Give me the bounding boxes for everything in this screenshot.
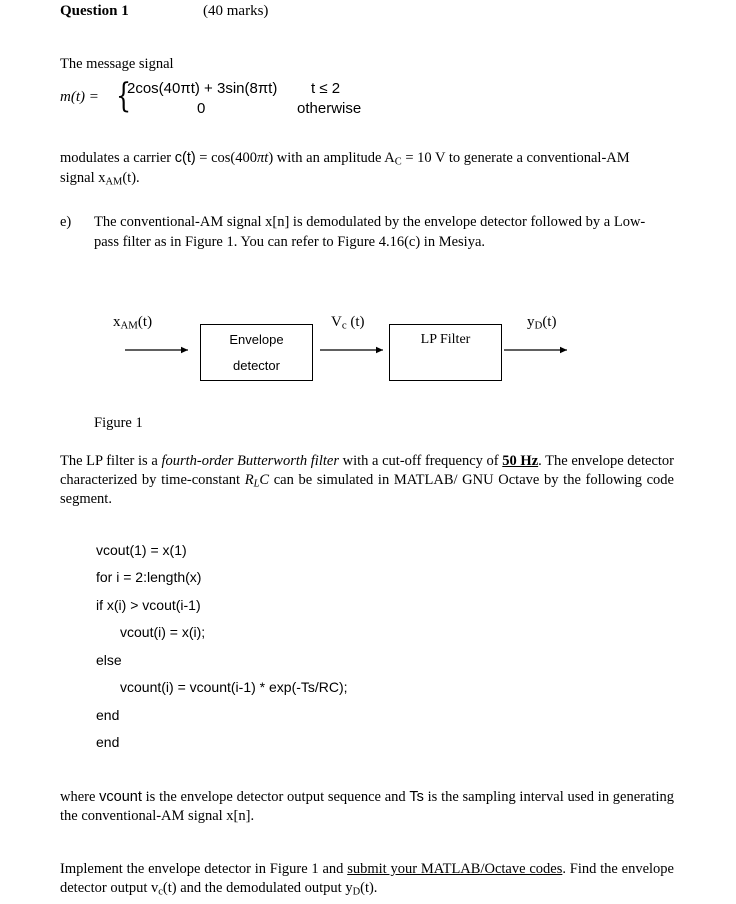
carrier-text: = cos(400 [195, 150, 258, 166]
part-e-line-2: pass filter as in Figure 1. You can refer to Figure 4.16(c) in Mesiya. [94, 234, 486, 250]
filter-paragraph: The LP filter is a fourth-order Butterworth filter with a cut-off frequency of 50 Hz. The envelope detector characterized by time-constant $R_LC$ can be simulated in MATLAB/ GNU Octave by the following code segment. [60, 453, 675, 507]
input-signal-label: $x_{AM}(t)$ [113, 314, 153, 332]
carrier-symbol: c(t) [174, 150, 196, 166]
envelope-detector-label-2: detector [233, 358, 280, 373]
figure-caption: Figure 1 [94, 415, 143, 431]
vc-signal-label: $V_c$ (t) [331, 314, 365, 332]
carrier-text: ) with an amplitude A [268, 150, 395, 166]
case1-condition: t ≤ 2 [311, 80, 341, 97]
part-e-line-1: The conventional-AM signal x[n] is demodulated by the envelope detector followed by a Low- [94, 214, 646, 230]
case1-expression: 2cos(40πt) + 3sin(8πt) [127, 80, 278, 97]
left-brace: { [116, 76, 132, 116]
case2-condition: otherwise [297, 100, 362, 117]
carrier-text: modulates a carrier [60, 150, 175, 166]
carrier-sub: AM [105, 176, 123, 188]
code-line: vcout(i) = x(i); [120, 624, 206, 640]
code-line: else [96, 652, 122, 668]
intro-text: The message signal [60, 56, 174, 72]
cutoff-frequency: 50 Hz [502, 453, 539, 469]
carrier-sub: C [394, 156, 402, 168]
where-paragraph: where vcount is the envelope detector output sequence and Ts is the sampling interval used in generating the conventional-AM signal x[n]. [60, 789, 675, 824]
carrier-text: = 10 V to generate a conventional-AM [401, 150, 630, 166]
case2-expression: 0 [197, 100, 206, 117]
code-line: vcout(1) = x(1) [96, 542, 187, 558]
lp-filter-label: LP Filter [420, 332, 471, 347]
carrier-text: (t). [122, 170, 140, 186]
submit-codes-link: submit your MATLAB/Octave codes [347, 861, 563, 877]
part-e-label: e) [60, 214, 72, 230]
code-line: end [96, 734, 120, 750]
carrier-text: signal x [60, 170, 106, 186]
equation-lhs: m(t) = [60, 89, 99, 105]
envelope-detector-label-1: Envelope [229, 332, 284, 347]
code-line: end [96, 707, 120, 723]
code-line: for i = 2:length(x) [96, 569, 202, 585]
code-line: vcount(i) = vcount(i-1) * exp(-Ts/RC); [120, 679, 348, 695]
code-line: if x(i) > vcout(i-1) [96, 597, 201, 613]
final-paragraph: Implement the envelope detector in Figure 1 and submit your MATLAB/Octave codes. Find the envelope detector output $v_c(t)$ and the demodulated output $y_D(t)$. [60, 861, 674, 898]
marks-label: (40 marks) [203, 3, 269, 19]
carrier-pi-t: πt [257, 150, 269, 166]
question-title: Question 1 [60, 3, 129, 19]
yd-signal-label: $y_D(t)$ [527, 314, 557, 332]
